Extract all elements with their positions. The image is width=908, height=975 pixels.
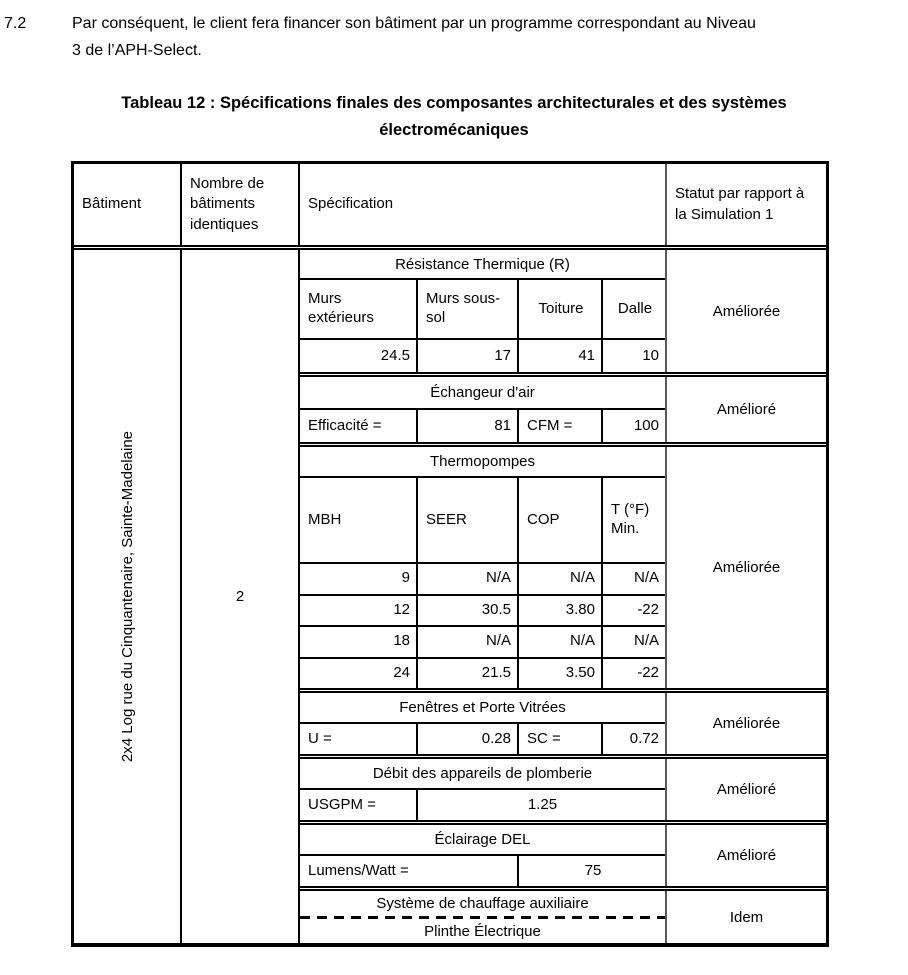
spec-label-cell: COP <box>519 478 603 562</box>
spec-value-cell: 30.5 <box>418 596 519 626</box>
header-cell-batiment: Bâtiment <box>74 164 182 245</box>
spec-value-cell: 24 <box>300 659 418 689</box>
thermopompes-value-row <box>300 562 665 594</box>
spec-value-cell: N/A <box>633 632 659 650</box>
spec-label-cell: CFM = <box>519 410 603 442</box>
section-title: Éclairage DEL <box>434 831 531 848</box>
spec-label-cell: Murs extérieurs <box>300 280 418 338</box>
paragraph-text <box>72 10 756 64</box>
section-title: Débit des appareils de plomberie <box>372 765 593 782</box>
spec-label-cell: USGPM = <box>300 790 418 820</box>
resistance-values-row <box>300 338 665 372</box>
spec-value-cell: N/A <box>418 627 519 657</box>
spec-value-cell: 41 <box>519 340 603 372</box>
debit-values-row <box>300 788 665 820</box>
spec-value-cell: 75 <box>584 861 602 879</box>
resistance-labels-row <box>300 278 665 338</box>
status-cell: Améliorée <box>712 715 781 732</box>
spec-value-cell: 3.80 <box>519 596 603 626</box>
spec-value-cell: N/A <box>418 564 519 594</box>
eclairage-values-row <box>300 854 665 886</box>
spec-value-cell: N/A <box>519 564 603 594</box>
spec-label-cell: Toiture <box>519 280 603 338</box>
spec-value-cell: 17 <box>418 340 519 372</box>
status-cell: Amélioré <box>716 401 777 418</box>
spec-label-cell: Efficacité = <box>300 410 418 442</box>
section-title: Thermopompes <box>429 453 536 470</box>
section-title: Échangeur d'air <box>430 384 535 401</box>
spec-label-cell: SC = <box>519 724 603 754</box>
paragraph-line: Par conséquent, le client fera financer son bâtiment par un programme correspondant au Niveau <box>72 15 756 32</box>
thermopompes-header-row <box>300 476 665 562</box>
status-cell: Améliorée <box>712 302 781 320</box>
spec-value-cell: 0.72 <box>629 729 659 747</box>
section-resistance-thermique <box>300 250 826 372</box>
paragraph-number: 7.2 <box>4 15 27 32</box>
table-header-row <box>74 164 826 250</box>
spec-value-cell: 3.50 <box>519 659 603 689</box>
spec-label-cell: T (°F) Min. <box>611 501 650 537</box>
section-thermopompes <box>300 442 826 688</box>
spec-value-cell: 100 <box>633 416 659 434</box>
table-title-line: électromécaniques <box>379 121 529 139</box>
section-debit-plomberie <box>300 754 826 820</box>
spec-label-cell: SEER <box>418 478 519 562</box>
spec-value-cell: 24.5 <box>300 340 418 372</box>
spec-label-cell: U = <box>300 724 418 754</box>
spec-value-cell: 12 <box>300 596 418 626</box>
table-title-line: Tableau 12 : Spécifications finales des composantes architecturales et des systèmes <box>121 94 787 112</box>
paragraph-line: 3 de l’APH-Select. <box>72 42 202 59</box>
spec-value-cell: 9 <box>300 564 418 594</box>
spec-label-cell: Dalle <box>617 299 653 317</box>
section-chauffage-auxiliaire <box>300 886 826 943</box>
spec-value-cell: -22 <box>637 663 659 681</box>
spec-value-cell: 1.25 <box>527 795 558 813</box>
section-title: Système de chauffage auxiliaire <box>376 895 589 912</box>
spec-value-cell: 18 <box>300 627 418 657</box>
status-cell: Amélioré <box>716 847 777 864</box>
thermopompes-value-row <box>300 657 665 689</box>
fenetres-values-row <box>300 722 665 754</box>
status-cell: Idem <box>729 908 764 926</box>
section-subtitle: Plinthe Électrique <box>424 922 541 940</box>
specification-sections <box>300 250 826 943</box>
spec-value-cell: 21.5 <box>418 659 519 689</box>
status-cell: Amélioré <box>716 781 777 798</box>
spec-value-cell: N/A <box>519 627 603 657</box>
building-count-cell <box>182 250 300 943</box>
spec-value-cell: 81 <box>418 410 519 442</box>
spec-value-cell: N/A <box>633 569 659 587</box>
section-title: Résistance Thermique (R) <box>395 255 570 273</box>
spec-value-cell: 0.28 <box>418 724 519 754</box>
section-fenetres <box>300 688 826 754</box>
table-body <box>74 250 826 943</box>
thermopompes-value-row <box>300 625 665 657</box>
spec-value-cell: 10 <box>642 346 659 364</box>
paragraph <box>0 0 908 64</box>
spec-value-cell: -22 <box>637 600 659 618</box>
header-cell-statut: Statut par rapport à la Simulation 1 <box>675 185 805 223</box>
spec-label-cell: MBH <box>300 478 418 562</box>
building-name-vertical: 2x4 Log rue du Cinquantenaire, Sainte-Madelaine <box>118 430 136 763</box>
section-echangeur-air <box>300 372 826 442</box>
header-cell-nombre: Nombre de bâtiments identiques <box>182 164 300 245</box>
spec-label-cell: Lumens/Watt = <box>300 856 519 886</box>
thermopompes-value-row <box>300 594 665 626</box>
echangeur-values-row <box>300 408 665 442</box>
table-title <box>0 90 908 144</box>
section-eclairage-del <box>300 820 826 886</box>
building-name-cell <box>74 250 182 943</box>
spec-label-cell: Murs sous-sol <box>418 280 519 338</box>
spec-table <box>71 161 829 947</box>
status-cell: Améliorée <box>712 559 781 576</box>
section-title: Fenêtres et Porte Vitrées <box>399 699 566 716</box>
building-count: 2 <box>235 588 245 605</box>
header-cell-specification: Spécification <box>300 164 667 245</box>
